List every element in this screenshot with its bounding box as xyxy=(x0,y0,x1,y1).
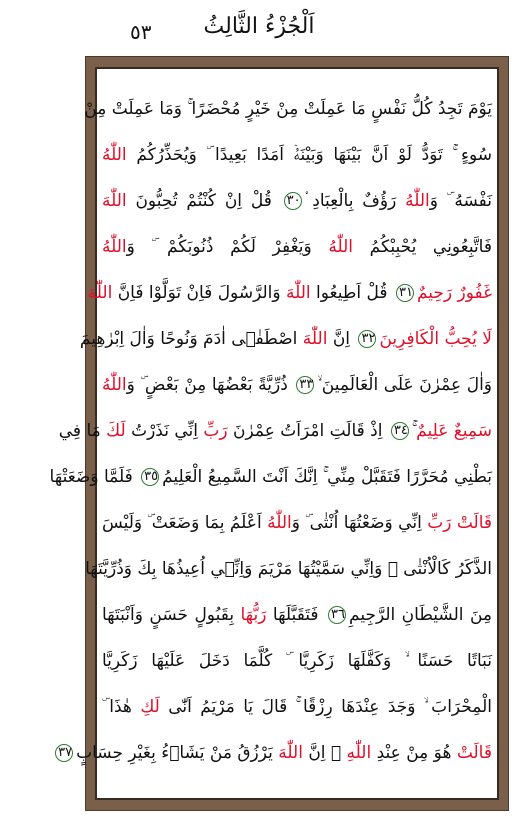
verse-line xyxy=(79,316,492,362)
divine-name-text: اللّٰهِ xyxy=(346,743,372,763)
divine-name-text: اللّٰهُ xyxy=(102,237,127,257)
divine-name-text: اللّٰهَ xyxy=(87,283,113,303)
verse-text: بِقَبُولٍ حَسَنٍ وَاَنْبَتَهَا xyxy=(102,605,241,625)
verse-text: ذُرِّيَّةً بَعْضُهَا مِنْ بَعْضٍ ۜ وَ xyxy=(126,375,294,395)
page-header xyxy=(0,0,518,56)
verse-text: اَعْلَمُ بِمَا وَضَعَتْ ۜ وَلَيْسَ xyxy=(101,513,268,533)
verse-text: فَاتَّبِعُونِي يُحْبِبْكُمُ xyxy=(353,237,492,257)
verse-text: يَوْمَ تَجِدُ كُلُّ نَفْسٍ مَا عَمِلَتْ مِنْ خَيْرٍ مُحْضَرًا ۚ وَمَا عَمِلَتْ مِنْ xyxy=(84,99,492,119)
verse-text: قُلْ اَطِيعُوا xyxy=(310,283,393,303)
aya-number-marker: ٣٧ xyxy=(55,744,73,762)
verse-line xyxy=(102,684,492,730)
verse-line xyxy=(102,592,492,638)
verse-text: بَطْنِي مُحَرَّرًا فَتَقَبَّلْ مِنِّي ۚ اِنَّكَ اَنْتَ السَّمِيعُ الْعَلِيمُ xyxy=(162,467,492,487)
verse-text: نَبَاتًا حَسَنًا ۙ وَكَفَّلَهَا زَكَرِيَّا ۜ كُلَّمَا دَخَلَ عَلَيْهَا زَكَرِيَّا xyxy=(102,651,492,671)
verse-text: فَلَمَّا وَضَعَتْهَا xyxy=(49,467,139,487)
verse-text: اِنَّ xyxy=(327,329,356,349)
verse-text: قُلْ اِنْ كُنْتُمْ تُحِبُّونَ xyxy=(126,191,281,211)
verse-text: رَؤُفٌ بِالْعِبَادِ ۟ xyxy=(304,191,406,211)
verse-text: اِنِّي وَضَعْتُهَا اُنْثٰى ۜ وَ xyxy=(291,513,428,533)
verse-text: يَرْزُقُ مَنْ يَشَاۤءُ بِغَيْرِ حِسَابٍ xyxy=(76,743,279,763)
verse-text: الْمِحْرَابَ ۙ وَجَدَ عِنْدَهَا رِزْقًا ۚ قَالَ يَا مَرْيَمُ اَنّٰى xyxy=(159,697,492,717)
divine-name-text: اللّٰهُ xyxy=(267,513,292,533)
verse-line xyxy=(102,132,492,178)
verse-text: نَفْسَهُ ۜ وَ xyxy=(429,191,492,211)
verse-line xyxy=(58,730,492,776)
divine-name-text: رَبُّهَا xyxy=(240,605,267,625)
divine-name-text: اللّٰهَ xyxy=(278,743,303,763)
verse-text: ۜ اِنَّ xyxy=(302,743,347,763)
verse-line xyxy=(102,224,492,270)
verse-line xyxy=(84,86,492,132)
divine-name-text: اللّٰهَ xyxy=(102,191,127,211)
verse-text: اصْطَفٰۤى اٰدَمَ وَنُوحًا وَاٰلَ اِبْرٰهِيمَ xyxy=(79,329,303,349)
verse-text: ۚ xyxy=(411,421,417,441)
page-number: ٥٣ xyxy=(130,20,152,44)
verse-text: هٰذَا ۜ xyxy=(102,697,141,717)
divine-name-text: اللّٰهَ xyxy=(285,283,311,303)
divine-name-text: اللّٰهُ xyxy=(102,375,127,395)
verse-text: اِذْ قَالَتِ امْرَاَتُ عِمْرٰنَ xyxy=(227,421,388,441)
verse-text: وَاٰلَ عِمْرٰنَ عَلَى الْعَالَمِينَ ۙ xyxy=(317,375,492,395)
divine-name-text: غَفُورٌ رَحِيمٌ xyxy=(416,283,492,303)
divine-name-text: رَبِّ xyxy=(203,421,228,441)
aya-number-marker: ٣٥ xyxy=(141,468,159,486)
juz-title: اَلْجُزْءُ الثَّالِثُ xyxy=(203,14,315,39)
aya-number-marker: ٣١ xyxy=(396,284,414,302)
quran-text-block xyxy=(49,86,492,763)
verse-line xyxy=(87,270,492,316)
aya-number-marker: ٣٦ xyxy=(328,606,346,624)
verse-line xyxy=(102,178,492,224)
verse-text: اِنِّي نَذَرْتُ xyxy=(125,421,204,441)
aya-number-marker: ٣٢ xyxy=(358,330,376,348)
divine-name-text: لَكَ xyxy=(106,421,126,441)
divine-name-text: اللّٰهُ xyxy=(328,237,354,257)
verse-text: هُوَ مِنْ عِنْدِ xyxy=(371,743,457,763)
verse-text: مَا فِي xyxy=(58,421,107,441)
verse-line xyxy=(102,500,492,546)
divine-name-text: قَالَتْ رَبِّ xyxy=(427,513,492,533)
verse-text: فَتَقَبَّلَهَا xyxy=(266,605,325,625)
verse-line xyxy=(102,638,492,684)
verse-line xyxy=(85,546,492,592)
divine-name-text: لَا يُحِبُّ الْكَافِرِينَ xyxy=(379,329,492,349)
divine-name-text: قَالَتْ xyxy=(456,743,492,763)
verse-line xyxy=(58,408,492,454)
verse-text: سُوءٍ ۚ تَوَدُّ لَوْ اَنَّ بَيْنَهَا وَبَيْنَهُۤ اَمَدًا بَعِيدًا ۜ وَيُحَذِّرُكُمُ xyxy=(126,145,492,165)
verse-text: مِنَ الشَّيْطَانِ الرَّجِيمِ xyxy=(349,605,492,625)
verse-text: وَالرَّسُولَ فَاِنْ تَوَلَّوْا فَاِنَّ xyxy=(112,283,286,303)
verse-line xyxy=(49,454,492,500)
divine-name-text: اللّٰهُ xyxy=(102,145,127,165)
aya-number-marker: ٣٣ xyxy=(296,376,314,394)
verse-text: الذَّكَرُ كَالْاُنْثٰى ۚ وَاِنِّي سَمَّيْتُهَا مَرْيَمَ وَاِنِّۤي اُعِيذُهَا بِكَ وَذُرِّيَّتَهَا xyxy=(85,559,492,579)
divine-name-text: لَكِ xyxy=(140,697,160,717)
aya-number-marker: ٣٤ xyxy=(391,422,409,440)
divine-name-text: سَمِيعٌ عَلِيمٌ xyxy=(416,421,492,441)
verse-text: وَيَغْفِرْ لَكُمْ ذُنُوبَكُمْ ۜ وَ xyxy=(126,237,329,257)
verse-line xyxy=(102,362,492,408)
divine-name-text: اللّٰهَ xyxy=(302,329,328,349)
aya-number-marker: ٣٠ xyxy=(284,192,302,210)
divine-name-text: اللّٰهُ xyxy=(405,191,430,211)
